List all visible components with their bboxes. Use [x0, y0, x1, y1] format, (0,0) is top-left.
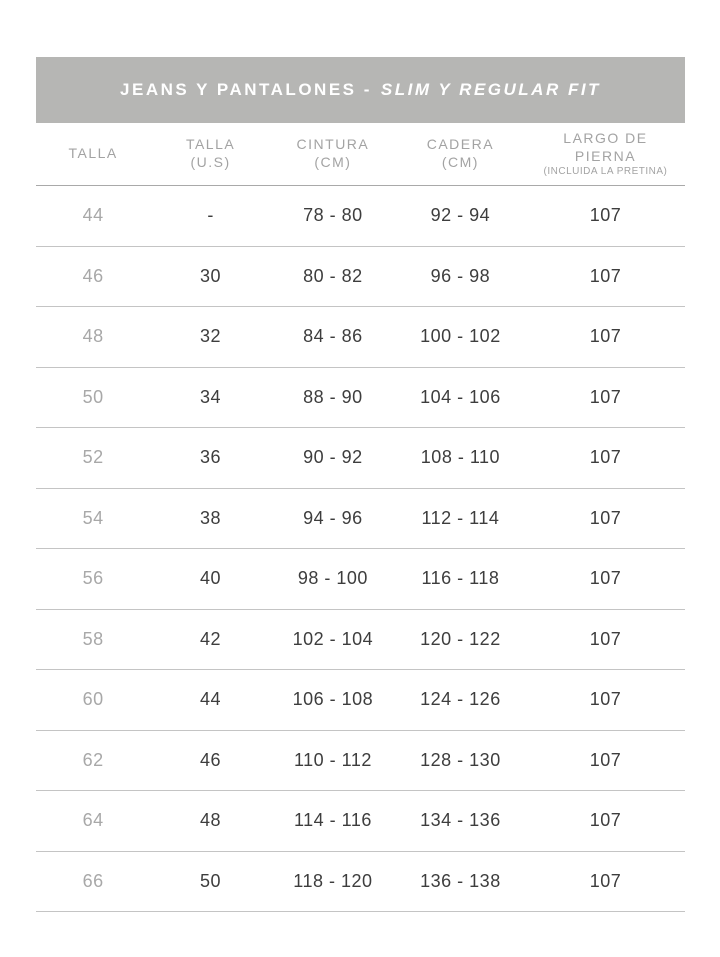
value-cell: 107 — [589, 628, 622, 649]
column-header-label: LARGO DE — [563, 130, 648, 147]
value-cell: 107 — [589, 689, 622, 710]
table-row — [36, 368, 685, 429]
value-cell: 107 — [589, 386, 622, 407]
column-header-label: TALLA — [185, 136, 236, 153]
value-cell: 78 - 80 — [303, 205, 363, 226]
value-cell: 116 - 118 — [421, 568, 500, 589]
value-cell: 38 — [200, 507, 222, 528]
column-header-label: (CM) — [441, 154, 479, 170]
value-cell: - — [207, 205, 214, 226]
size-table-body — [36, 186, 685, 912]
size-cell: 60 — [82, 689, 104, 710]
value-cell: 134 - 136 — [420, 810, 501, 831]
value-cell: 94 - 96 — [303, 507, 363, 528]
table-row — [36, 670, 685, 731]
table-row — [36, 186, 685, 247]
size-cell: 44 — [82, 205, 104, 226]
column-header-label: TALLA — [68, 145, 118, 162]
size-cell: 56 — [82, 568, 104, 589]
table-row — [36, 610, 685, 671]
value-cell: 120 - 122 — [420, 628, 501, 649]
value-cell: 106 - 108 — [292, 689, 374, 710]
value-cell: 110 - 112 — [293, 749, 372, 770]
column-header-talla-us — [150, 136, 271, 172]
value-cell: 30 — [200, 265, 222, 286]
value-cell: 100 - 102 — [420, 326, 501, 347]
column-header-cadera — [395, 136, 526, 172]
size-cell: 58 — [82, 628, 104, 649]
value-cell: 92 - 94 — [430, 205, 491, 226]
value-cell: 98 - 100 — [297, 568, 368, 589]
size-cell: 48 — [82, 326, 104, 347]
column-header-note: (INCLUIDA LA PRETINA) — [543, 165, 668, 177]
value-cell: 107 — [589, 568, 622, 589]
value-cell: 48 — [200, 810, 222, 831]
value-cell: 46 — [200, 749, 222, 770]
value-cell: 107 — [589, 326, 622, 347]
size-cell: 62 — [82, 749, 104, 770]
value-cell: 40 — [200, 568, 222, 589]
value-cell: 107 — [589, 447, 622, 468]
value-cell: 32 — [200, 326, 222, 347]
value-cell: 107 — [589, 749, 622, 770]
value-cell: 107 — [589, 205, 622, 226]
value-cell: 42 — [200, 628, 222, 649]
value-cell: 118 - 120 — [293, 870, 373, 891]
size-cell: 64 — [82, 810, 104, 831]
size-cell: 66 — [82, 870, 104, 891]
value-cell: 34 — [200, 386, 222, 407]
column-header-label: (U.S) — [190, 154, 231, 170]
value-cell: 112 - 114 — [421, 507, 500, 528]
size-cell: 46 — [82, 265, 104, 286]
value-cell: 36 — [200, 447, 222, 468]
table-row — [36, 731, 685, 792]
column-header-label: CADERA — [426, 136, 495, 153]
column-header-cintura — [271, 136, 395, 172]
value-cell: 107 — [589, 810, 622, 831]
table-header-row — [36, 123, 685, 186]
value-cell: 107 — [589, 265, 622, 286]
value-cell: 104 - 106 — [420, 386, 501, 407]
value-cell: 84 - 86 — [303, 326, 363, 347]
column-header-label: (CM) — [314, 154, 352, 170]
table-row — [36, 307, 685, 368]
value-cell: 136 - 138 — [420, 870, 501, 891]
value-cell: 88 - 90 — [303, 386, 363, 407]
table-row — [36, 489, 685, 550]
value-cell: 90 - 92 — [303, 447, 363, 468]
column-header-talla — [36, 145, 150, 163]
table-title-bar — [36, 57, 685, 123]
value-cell: 107 — [589, 507, 622, 528]
table-title-regular: JEANS Y PANTALONES - — [120, 80, 372, 99]
value-cell: 124 - 126 — [420, 689, 501, 710]
value-cell: 114 - 116 — [293, 810, 372, 831]
table-row — [36, 428, 685, 489]
table-title-italic: SLIM Y REGULAR FIT — [380, 80, 601, 99]
value-cell: 50 — [200, 870, 222, 891]
value-cell: 80 - 82 — [303, 265, 363, 286]
value-cell: 44 — [200, 689, 222, 710]
size-cell: 52 — [82, 447, 104, 468]
table-row — [36, 247, 685, 308]
size-cell: 50 — [82, 386, 104, 407]
value-cell: 96 - 98 — [430, 265, 491, 286]
table-row — [36, 852, 685, 913]
size-cell: 54 — [82, 507, 104, 528]
value-cell: 102 - 104 — [292, 628, 374, 649]
table-row — [36, 549, 685, 610]
value-cell: 108 - 110 — [420, 447, 501, 468]
value-cell: 107 — [589, 870, 622, 891]
column-header-label: CINTURA — [296, 136, 370, 153]
column-header-largo-de-pierna — [526, 130, 685, 178]
size-chart-table — [36, 57, 685, 912]
value-cell: 128 - 130 — [420, 749, 501, 770]
column-header-label: PIERNA — [574, 148, 637, 164]
table-row — [36, 791, 685, 852]
